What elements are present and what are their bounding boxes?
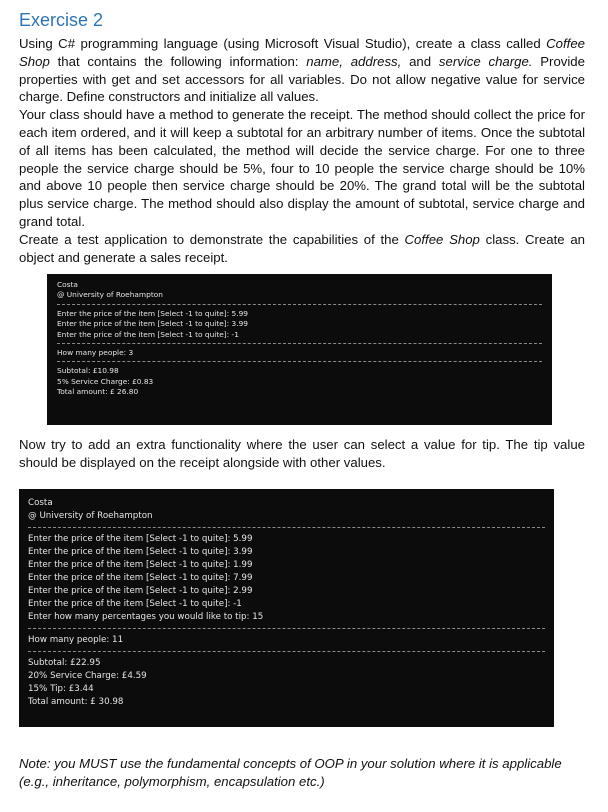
console-service-charge: 5% Service Charge: £0.83 <box>57 376 154 386</box>
text-span: class. Create an object and generate a sales receipt. <box>19 231 585 265</box>
oop-note: Note: you MUST use the fundamental concepts of OOP in your solution where it is applicable (e.g., inheritance, polymorphism, encapsulation etc.) <box>19 756 562 789</box>
console-separator <box>28 527 545 528</box>
paragraph-test-app <box>19 231 585 267</box>
console-tip: 15% Tip: £3.44 <box>28 684 94 694</box>
text-span: that contains the following information: <box>49 53 307 69</box>
console-shop-address: @ University of Roehampton <box>28 511 153 521</box>
console-total: Total amount: £ 30.98 <box>28 697 124 707</box>
console-separator <box>57 361 542 362</box>
fields-emphasis: name, address, <box>306 53 402 69</box>
text-span: and <box>401 53 439 69</box>
class-name-emphasis: Coffee Shop <box>19 36 585 69</box>
console-item-line: Enter the price of the item [Select -1 to quite]: 5.99 <box>57 308 248 318</box>
console-tip-prompt: Enter how many percentages you would like to tip: 15 <box>28 612 264 622</box>
console-item-line: Enter the price of the item [Select -1 to quite]: 5.99 <box>28 534 253 544</box>
console-people-line: How many people: 3 <box>57 348 134 358</box>
exercise-title: Exercise 2 <box>19 10 104 30</box>
console-separator <box>28 651 545 652</box>
console-item-line: Enter the price of the item [Select -1 to quite]: 7.99 <box>28 573 253 583</box>
console-shop-address: @ University of Roehampton <box>57 290 163 300</box>
instructions <box>19 35 585 266</box>
paragraph-tip-feature: Now try to add an extra functionality where the user can select a value for tip. The tip value should be displayed on the receipt alongside with other values. <box>19 437 585 470</box>
console-output-example-2 <box>19 489 554 727</box>
console-item-line: Enter the price of the item [Select -1 to quite]: 1.99 <box>28 560 253 570</box>
paragraph-class-spec <box>19 35 585 106</box>
console-separator <box>28 628 545 629</box>
console-service-charge: 20% Service Charge: £4.59 <box>28 671 147 681</box>
console-separator <box>57 343 542 344</box>
console-item-line: Enter the price of the item [Select -1 to quite]: -1 <box>28 599 242 609</box>
text-span: Provide properties with get and set accessors for all variables. Do not allow negative value for service charge. Define constructors and initialize all values. <box>19 53 585 105</box>
class-name-emphasis: Coffee Shop <box>404 231 480 247</box>
console-subtotal: Subtotal: £22.95 <box>28 658 101 668</box>
console-item-line: Enter the price of the item [Select -1 to quite]: 3.99 <box>28 547 253 557</box>
console-item-line: Enter the price of the item [Select -1 to quite]: 3.99 <box>57 319 248 329</box>
console-separator <box>57 304 542 305</box>
console-shop-name: Costa <box>28 498 53 508</box>
console-total: Total amount: £ 26.80 <box>57 387 139 397</box>
console-shop-name: Costa <box>57 280 78 289</box>
console-item-line: Enter the price of the item [Select -1 to quite]: 2.99 <box>28 586 253 596</box>
field-emphasis: service charge. <box>438 53 533 69</box>
console-output-example-1 <box>47 274 552 425</box>
console-people-line: How many people: 11 <box>28 635 124 645</box>
text-span: Using C# programming language (using Microsoft Visual Studio), create a class called <box>19 36 547 51</box>
console-item-line: Enter the price of the item [Select -1 to quite]: -1 <box>57 329 239 339</box>
console-subtotal: Subtotal: £10.98 <box>57 366 119 376</box>
paragraph-receipt-method: Your class should have a method to generate the receipt. The method should collect the price for each item ordered, and it will keep a subtotal for an arbitrary number of items. Once the subtotal of all items has been calculated, the method will decide the service charge. For one to three people the service charge should be 5%, four to 10 people the service charge should be 10% and above 10 people then service charge should be 20%. The grand total will be the subtotal plus service charge. The method should also display the amount of subtotal, service charge and grand total. <box>19 107 585 229</box>
text-span: Create a test application to demonstrate the capabilities of the <box>19 231 405 247</box>
